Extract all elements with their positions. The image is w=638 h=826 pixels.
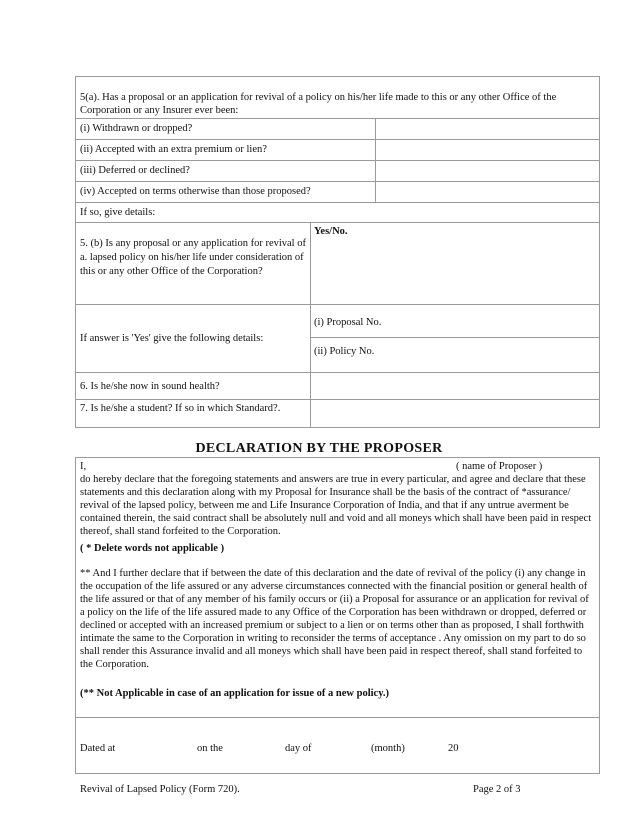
q5a-item-2: (ii) Accepted with an extra premium or lien? [80, 144, 267, 155]
q5a-item-4: (iv) Accepted on terms otherwise than those proposed? [80, 186, 311, 197]
q6-question: 6. Is he/she now in sound health? [80, 381, 220, 392]
declaration-i: I, [80, 461, 87, 472]
answer-field-5a-ii[interactable] [376, 140, 599, 160]
year-field[interactable] [462, 740, 522, 754]
q5a-item-1: (i) Withdrawn or dropped? [80, 123, 193, 134]
row-divider [75, 304, 600, 305]
row-divider [310, 337, 600, 338]
answer-field-q7[interactable] [311, 400, 599, 427]
place-field[interactable] [125, 740, 193, 754]
q5a-item-3: (iii) Deferred or declined? [80, 165, 190, 176]
declaration-note-2: (** Not Applicable in case of an application for issue of a new policy.) [80, 688, 389, 699]
signature-divider [75, 717, 600, 718]
footer-form-name: Revival of Lapsed Policy (Form 720). [80, 784, 240, 795]
q5b-yes-no: Yes/No. [314, 226, 348, 237]
declaration-title: DECLARATION BY THE PROPOSER [195, 441, 443, 456]
q5a-question: 5(a). Has a proposal or an application for revival of a policy on his/her life made to this or any other Office of the Corporation or any Insurer ever been: [80, 92, 557, 116]
q5b-if-yes: If answer is 'Yes' give the following details: [80, 333, 264, 344]
day-of-label: day of [285, 743, 312, 754]
q5b-question: 5. (b) Is any proposal or any application for revival of a. lapsed policy on his/her life under consideration of this or any other Office of the Corporation? [80, 238, 306, 277]
footer-page-number: Page 2 of 3 [473, 784, 521, 795]
row-divider [75, 202, 600, 203]
dated-at-label: Dated at [80, 743, 116, 754]
q7-question: 7. Is he/she a student? If so in which Standard?. [80, 403, 281, 414]
answer-field-5a-i[interactable] [376, 119, 599, 139]
row-divider [75, 222, 600, 223]
proposer-name-field[interactable] [92, 459, 452, 473]
answer-field-q6[interactable] [311, 373, 599, 399]
date-field[interactable] [228, 740, 282, 754]
q5b-proposal-no: (i) Proposal No. [314, 317, 382, 328]
year-label: 20 [448, 743, 459, 754]
on-the-label: on the [197, 743, 223, 754]
q5a-details: If so, give details: [80, 207, 156, 218]
declaration-para-1: do hereby declare that the foregoing statements and answers are true in every particular, and agree and declare that these statements and this declaration along with my Proposal for Insurance shall be the basis of the contract of *assurance/ revival of the lapsed policy, between me and Life Insurance Corporation of India, and that if any untrue averment be contained therein, the said contract shall be absolutely null and void and all moneys which shall have been paid in respect thereof, shall stand forfeited to the Corporation. [80, 474, 592, 537]
q5b-policy-no: (ii) Policy No. [314, 346, 375, 357]
answer-field-5a-iv[interactable] [376, 182, 599, 202]
month-field[interactable] [318, 740, 368, 754]
answer-field-5a-iii[interactable] [376, 161, 599, 181]
declaration-para-2: ** And I further declare that if between the date of this declaration and the date of revival of the policy (i) any change in the occupation of the life assured or any adverse circumstances connected with the financial position or general health of the life assured or that of any member of his family occurs or (ii) a Proposal for assurance or an application for revival of a policy on the life of the life assured made to any Office of the Corporation has been withdrawn or dropped, deferred or declined or accepted with an increased premium or subject to a lien or on terms other than as proposed, I shall forthwith intimate the same to the Corporation in writing to reconsider the terms of acceptance . Any omission on my part to do so shall render this Assurance invalid and all moneys which shall have been paid in respect thereof, shall stand forfeited to the Corporation. [80, 568, 589, 670]
declaration-note-1: ( * Delete words not applicable ) [80, 543, 225, 554]
declaration-name-hint: ( name of Proposer ) [456, 461, 543, 472]
month-label: (month) [371, 743, 405, 754]
